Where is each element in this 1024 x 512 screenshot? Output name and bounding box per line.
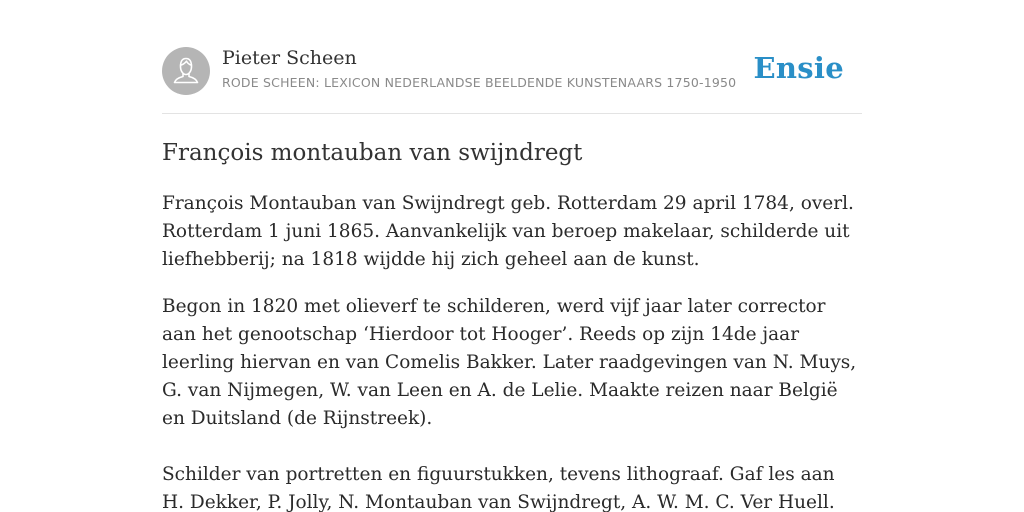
article-paragraph: Schilder van portretten en figuurstukken, tevens lithograaf. Gaf les aan H. Dekker, P. Jolly, N. Montauban van Swijndregt, A. W. M. C. Ver Huell. bbox=[162, 464, 835, 512]
article-header bbox=[162, 46, 862, 96]
source-label[interactable]: RODE SCHEEN: LEXICON NEDERLANDSE BEELDENDE KUNSTENAARS 1750-1950 bbox=[222, 75, 737, 90]
user-silhouette-icon bbox=[162, 47, 210, 95]
author-avatar[interactable] bbox=[162, 47, 210, 95]
header-divider bbox=[162, 113, 862, 114]
article-paragraph: François Montauban van Swijndregt geb. Rotterdam 29 april 1784, overl. Rotterdam 1 juni 1865. Aanvankelijk van beroep makelaar, schilderde uit liefhebberij; na 1818 wijdde hij zich geheel aan de kunst. bbox=[162, 193, 854, 270]
article-title: François montauban van swijndregt bbox=[162, 140, 583, 166]
article-body bbox=[162, 138, 862, 512]
author-name[interactable]: Pieter Scheen bbox=[222, 47, 357, 69]
article-paragraph: Begon in 1820 met olieverf te schilderen, werd vijf jaar later corrector aan het genootschap ‘Hierdoor tot Hooger’. Reeds op zijn 14de jaar leerling hiervan en van Comelis Bakker. Later raadgevingen van N. Muys, G. van Nijmegen, W. van Leen en A. de Lelie. Maakte reizen naar België en Duitsland (de Rijnstreek). bbox=[162, 296, 857, 429]
brand-logo[interactable]: Ensie bbox=[753, 51, 844, 85]
